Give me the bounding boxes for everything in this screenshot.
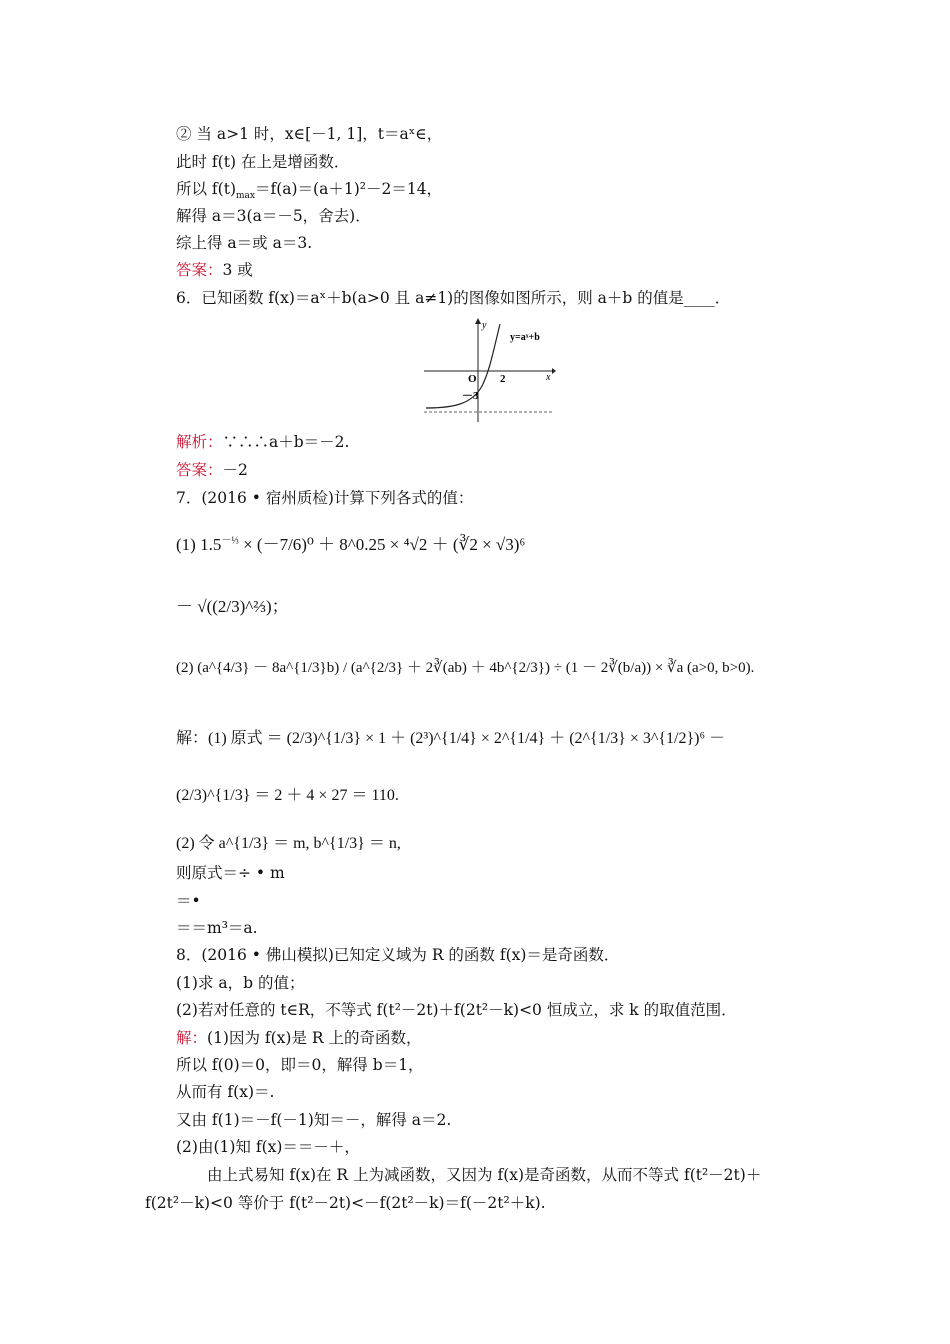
solution-8-text: (1)因为 f(x)是 R 上的奇函数，	[207, 1029, 422, 1047]
q7-part1	[176, 530, 525, 555]
question-7: 7．(2016 • 宿州质检)计算下列各式的值：	[176, 489, 474, 507]
answer-value-6: －2	[222, 461, 248, 479]
solution-8-2: 所以 f(0)＝0，即＝0，解得 b＝1，	[176, 1056, 424, 1074]
y-axis-label: y	[482, 320, 487, 331]
y-tick-label: －3	[462, 390, 479, 402]
solution-8-7: f(2t²－k)<0 等价于 f(t²－2t)<－f(2t²－k)＝f(－2t²＋k).	[145, 1194, 546, 1212]
line-4: 解得 a＝3(a＝－5，舍去)．	[176, 207, 371, 225]
question-8b: (2)若对任意的 t∈R，不等式 f(t²－2t)＋f(2t²－k)<0 恒成立，求 k 的取值范围．	[176, 1001, 737, 1019]
solution-8-1	[176, 1027, 422, 1049]
function-graph	[424, 318, 556, 422]
line-3	[176, 178, 442, 207]
x-tick-label: 2	[500, 373, 506, 385]
analysis-6	[176, 431, 349, 453]
origin-label: O	[468, 373, 477, 385]
solution-8-5: (2)由(1)知 f(x)＝＝－＋，	[176, 1138, 360, 1156]
analysis-label: 解析：	[176, 433, 223, 451]
solution-7-1b: (2/3)^{1/3} ＝ 2 ＋ 4 × 27 ＝ 110.	[176, 787, 399, 804]
solution-8-4: 又由 f(1)＝－f(－1)知＝－，解得 a＝2.	[176, 1111, 452, 1129]
solution-7-2c: ＝•	[176, 892, 201, 910]
line-3b: ＝f(a)＝(a＋1)²－2＝14，	[254, 180, 443, 198]
solution-7-1: 解：(1) 原式 ＝ (2/3)^{1/3} × 1 ＋ (2³)^{1/4} × 2^{1/4} ＋ (2^{1/3} × 3^{1/2})⁶ －	[176, 730, 726, 747]
x-axis-label: x	[546, 372, 551, 383]
q7-part1-rest: × (－7/6)⁰ ＋ 8^0.25 × ⁴√2 ＋ (∛2 × √3)⁶	[243, 535, 526, 554]
curve-label: y=aˣ+b	[510, 332, 540, 343]
answer-value: 3 或	[222, 261, 253, 279]
analysis-text: ∵∴∴a＋b＝－2.	[222, 433, 350, 451]
q7-part2: (2) (a^{4/3} － 8a^{1/3}b) / (a^{2/3} ＋ 2∛(ab) ＋ 4b^{2/3}) ÷ (1 － 2∛(b/a)) × ∛a (a>0, b>0).	[176, 660, 755, 676]
solution-8-label: 解：	[176, 1029, 208, 1047]
q7-part1-exp: －⅓	[221, 535, 239, 547]
solution-7-2d: ＝＝m³＝a.	[176, 919, 258, 937]
q7-part1-label: (1) 1.5	[176, 535, 222, 554]
answer-6	[176, 459, 248, 481]
answer-label-6: 答案：	[176, 461, 223, 479]
line-5: 综上得 a＝或 a＝3.	[176, 234, 313, 252]
line-3-sub: max	[236, 191, 255, 202]
y-arrow	[475, 318, 481, 324]
line-3a: 所以 f(t)	[176, 180, 236, 198]
question-8: 8．(2016 • 佛山模拟)已知定义域为 R 的函数 f(x)＝是奇函数．	[176, 946, 620, 964]
question-8a: (1)求 a，b 的值；	[176, 974, 305, 992]
line-2: 此时 f(t) 在上是增函数．	[176, 153, 350, 171]
line-1: ② 当 a>1 时，x∈[－1, 1]，t＝aˣ∈，	[176, 125, 443, 143]
q7-part1-line2: － √((2/3)^⅔)；	[176, 597, 289, 616]
solution-7-2b: 则原式＝÷ • m	[176, 864, 285, 882]
solution-7-2: (2) 令 a^{1/3} ＝ m, b^{1/3} ＝ n,	[176, 835, 401, 852]
x-arrow	[552, 368, 556, 374]
solution-8-3: 从而有 f(x)＝.	[176, 1083, 275, 1101]
answer-5	[176, 259, 253, 281]
question-6: 6．已知函数 f(x)＝aˣ＋b(a>0 且 a≠1)的图像如图所示，则 a＋b 的值是____．	[176, 289, 731, 307]
answer-label: 答案：	[176, 261, 223, 279]
solution-8-6: 由上式易知 f(x)在 R 上为减函数，又因为 f(x)是奇函数，从而不等式 f(t²－2t)＋	[207, 1166, 762, 1184]
